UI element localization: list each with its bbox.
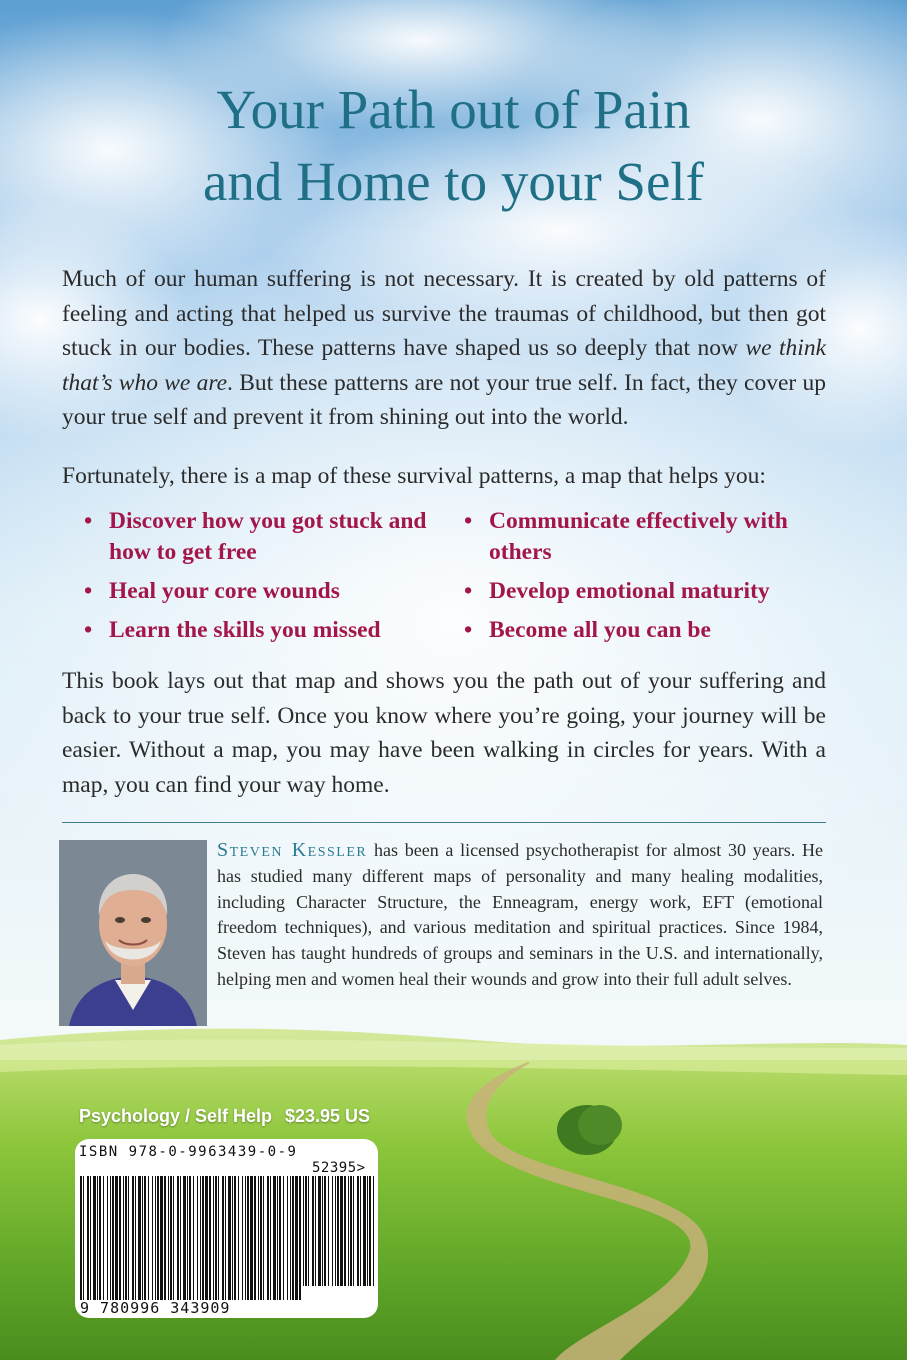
barcode-bar [197, 1176, 198, 1300]
barcode-bar [238, 1176, 239, 1300]
barcode-bar [234, 1176, 236, 1300]
barcode-bar [350, 1176, 352, 1286]
barcode-bar [245, 1176, 246, 1300]
book-category: Psychology / Self Help [79, 1106, 273, 1126]
author-photo [59, 840, 207, 1026]
barcode-bar [279, 1176, 281, 1300]
intro-text-2: . But these patterns are not your true self. In fact, they cover up your true self and prevent it from shining out into the world. [62, 369, 826, 430]
barcode-bar [228, 1176, 231, 1300]
barcode-bar [340, 1176, 343, 1286]
barcode-bar [189, 1176, 191, 1300]
barcode-bar [367, 1176, 368, 1286]
barcode-bar [87, 1176, 89, 1300]
barcode-bar [160, 1176, 163, 1300]
barcode-bar [250, 1176, 253, 1300]
barcode-bar [112, 1176, 114, 1300]
barcode-bar [209, 1176, 211, 1300]
barcode-bar [123, 1176, 124, 1300]
barcode-bar [263, 1176, 264, 1300]
isbn-label: ISBN 978-0-9963439-0-9 [79, 1144, 298, 1160]
author-bio [217, 838, 823, 993]
barcode-bar [115, 1176, 118, 1300]
barcode-bar [177, 1176, 179, 1300]
barcode-bar [148, 1176, 149, 1300]
barcode-bar [132, 1176, 134, 1300]
benefit-text: Communicate effectively with others [489, 508, 788, 565]
benefit-item [464, 506, 844, 568]
author-name: Steven Kessler [217, 839, 368, 861]
benefit-text: Discover how you got stuck and how to get free [109, 508, 427, 565]
barcode-bar [99, 1176, 101, 1300]
barcode-bar [103, 1176, 104, 1300]
barcode-bar [360, 1176, 361, 1286]
title-line-2: and Home to your Self [202, 151, 704, 212]
author-bio-text: has been a licensed psychotherapist for almost 30 years. He has studied many different maps of personality and many healing modalities, including Character Structure, the Enneagram, energy work, EFT (emotional freedom techniques), and various meditation and spiritual practices. Since 1984, Steven has taught hundreds of groups and seminars in the U.S. and internationally, helping men and women heal their wounds and grow into their full adult selves. [217, 840, 823, 989]
barcode-bar [348, 1176, 349, 1286]
barcode-bar [328, 1176, 329, 1286]
barcode-bar [335, 1176, 336, 1286]
barcode-bar [90, 1176, 91, 1300]
barcode-bar [93, 1176, 96, 1300]
barcode-bar [254, 1176, 256, 1300]
book-price: $23.95 US [285, 1106, 371, 1126]
barcode-bar [213, 1176, 214, 1300]
barcode-bar [97, 1176, 98, 1300]
barcode-bar [144, 1176, 146, 1300]
barcode-bar [119, 1176, 121, 1300]
barcode-bar [273, 1176, 276, 1300]
barcode-bar [187, 1176, 188, 1300]
barcode-bar [107, 1176, 108, 1300]
benefit-item [84, 506, 464, 568]
barcode-bar [138, 1176, 141, 1300]
intro-paragraph [62, 262, 826, 435]
bullet-icon: • [464, 617, 473, 643]
barcode-bar [164, 1176, 166, 1300]
barcode-bar [290, 1176, 291, 1300]
map-intro-paragraph: Fortunately, there is a map of these survival patterns, a map that helps you: [62, 463, 766, 489]
benefit-list [84, 506, 844, 646]
barcode-bar [202, 1176, 204, 1300]
barcode-bar [180, 1176, 181, 1300]
barcode-bar [242, 1176, 243, 1300]
barcode-bar [205, 1176, 208, 1300]
price-addon-code: 52395> [312, 1160, 366, 1176]
barcode-bar [225, 1176, 226, 1300]
barcode-bar [157, 1176, 159, 1300]
barcode-bar [277, 1176, 278, 1300]
barcode-bar [308, 1176, 309, 1286]
benefit-item [84, 615, 464, 646]
benefit-text: Learn the skills you missed [109, 617, 381, 643]
barcode-bar [232, 1176, 233, 1300]
barcode-bar [318, 1176, 321, 1286]
benefit-text: Become all you can be [489, 617, 711, 643]
barcode-bar [373, 1176, 374, 1286]
barcode-bar [303, 1176, 304, 1286]
barcode-bar [193, 1176, 194, 1300]
barcode-bar [155, 1176, 156, 1300]
barcode-bar [315, 1176, 316, 1286]
benefit-item [464, 615, 844, 646]
barcode-bar [295, 1176, 298, 1300]
barcode-bar [363, 1176, 366, 1286]
bullet-icon: • [84, 617, 93, 643]
barcode-bar [260, 1176, 262, 1300]
section-divider [62, 822, 826, 823]
benefit-text: Develop emotional maturity [489, 578, 770, 604]
barcode-bar [267, 1176, 269, 1300]
barcode-bar [299, 1176, 301, 1300]
intro-text-1: Much of our human suffering is not necessary. It is created by old patterns of feeling and acting that helped us survive the traumas of childhood, but then got stuck in our bodies. These patterns have shaped us so deeply that now [62, 266, 826, 361]
benefit-text: Heal your core wounds [109, 578, 340, 604]
barcode-bar [222, 1176, 224, 1300]
barcode-bar [353, 1176, 354, 1286]
barcode-bar [110, 1176, 111, 1300]
barcode-bar [142, 1176, 143, 1300]
barcode-bar [215, 1176, 217, 1300]
intro-italic: we think that’s who we are [62, 335, 827, 396]
barcode-bar [183, 1176, 186, 1300]
barcode-bar [247, 1176, 249, 1300]
barcode-bar [173, 1176, 174, 1300]
barcode-bar [200, 1176, 201, 1300]
barcode-bar [80, 1176, 82, 1300]
barcode-bar [324, 1176, 326, 1286]
barcode-bar [218, 1176, 219, 1300]
barcode-bar [357, 1176, 359, 1286]
barcode-bar [332, 1176, 333, 1286]
barcode-bar [128, 1176, 129, 1300]
barcode-bar [83, 1176, 84, 1300]
barcode-bar [344, 1176, 346, 1286]
bullet-icon: • [84, 578, 93, 604]
benefit-item [84, 576, 464, 607]
barcode-bar [170, 1176, 172, 1300]
barcode-bar [305, 1176, 307, 1286]
title-line-1: Your Path out of Pain [216, 79, 691, 140]
bullet-icon: • [464, 508, 473, 534]
barcode-bar [287, 1176, 288, 1300]
bullet-icon: • [84, 508, 93, 534]
barcode-bar [258, 1176, 259, 1300]
benefit-item [464, 576, 844, 607]
barcode-bar [292, 1176, 294, 1300]
barcode-bar [322, 1176, 323, 1286]
barcode-bar [337, 1176, 339, 1286]
barcode-bar [369, 1176, 371, 1286]
barcode-bars [80, 1176, 374, 1300]
barcode-bar [168, 1176, 169, 1300]
barcode-bar [283, 1176, 284, 1300]
ean-digits: 9 780996 343909 [80, 1299, 231, 1317]
barcode-bar [152, 1176, 153, 1300]
cover-title [0, 74, 907, 218]
bullet-icon: • [464, 578, 473, 604]
barcode-bar [312, 1176, 314, 1286]
closing-paragraph: This book lays out that map and shows you the path out of your suffering and back to your true self. Once you know where you’re going, your journey will be easier. Without a map, you may have been walking in circles for years. With a map, you can find your way home. [62, 668, 826, 798]
barcode-bar [125, 1176, 127, 1300]
barcode-bar [270, 1176, 271, 1300]
barcode-bar [135, 1176, 136, 1300]
